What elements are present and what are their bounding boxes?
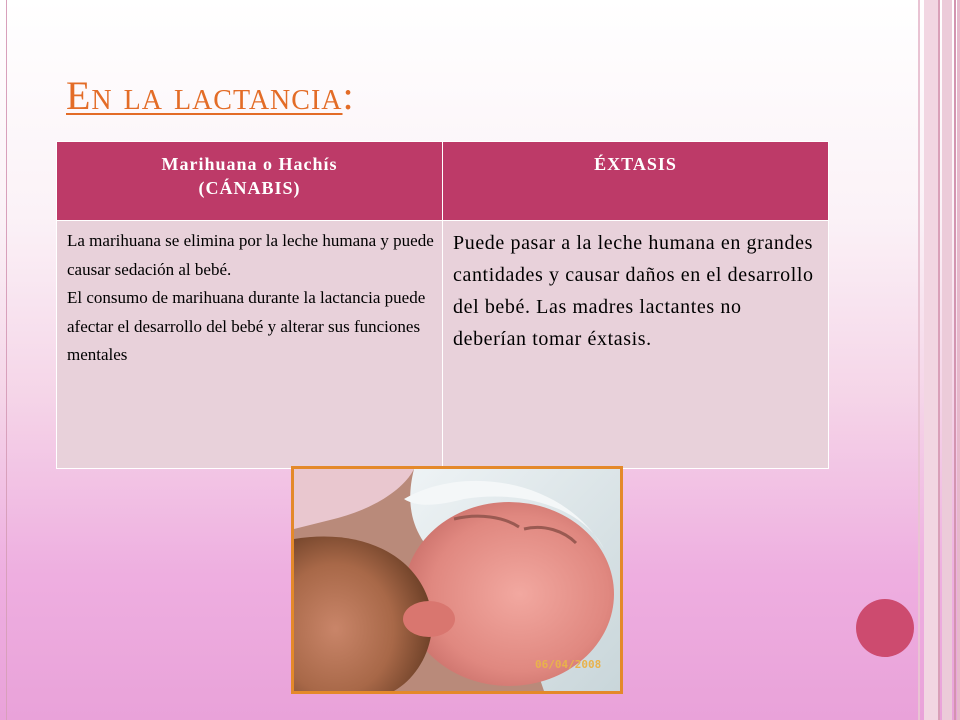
slide-title-colon: : bbox=[342, 73, 355, 118]
breastfeeding-illustration bbox=[294, 469, 620, 691]
comparison-table bbox=[56, 141, 829, 469]
ecstasy-paragraph-1: Puede pasar a la leche humana en grandes cantidades y causar daños en el desarrollo del bebé. Las madres lactantes no deberían tomar éxtasis. bbox=[453, 232, 814, 350]
cannabis-paragraph-1: La marihuana se elimina por la leche humana y puede causar sedación al bebé. bbox=[67, 231, 434, 279]
slide-title-text: En la lactancia bbox=[66, 73, 343, 118]
breastfeeding-photo bbox=[291, 466, 623, 694]
header-ecstasy bbox=[443, 142, 829, 221]
cannabis-paragraph-2: El consumo de marihuana durante la lactancia puede afectar el desarrollo del bebé y alterar sus funciones mentales bbox=[67, 288, 426, 364]
cell-ecstasy bbox=[443, 221, 829, 469]
right-decorative-stripes bbox=[918, 0, 960, 720]
photo-date-stamp: 06/04/2008 bbox=[535, 658, 602, 671]
table-header-row bbox=[57, 142, 829, 221]
header-ecstasy-label: ÉXTASIS bbox=[594, 154, 677, 174]
table-row bbox=[57, 221, 829, 469]
header-cannabis-label: Marihuana o Hachís (CÁNABIS) bbox=[161, 154, 338, 198]
left-border-line bbox=[6, 0, 7, 720]
header-cannabis bbox=[57, 142, 443, 221]
slide-title bbox=[66, 72, 355, 119]
cell-cannabis bbox=[57, 221, 443, 469]
decorative-circle bbox=[856, 599, 914, 657]
